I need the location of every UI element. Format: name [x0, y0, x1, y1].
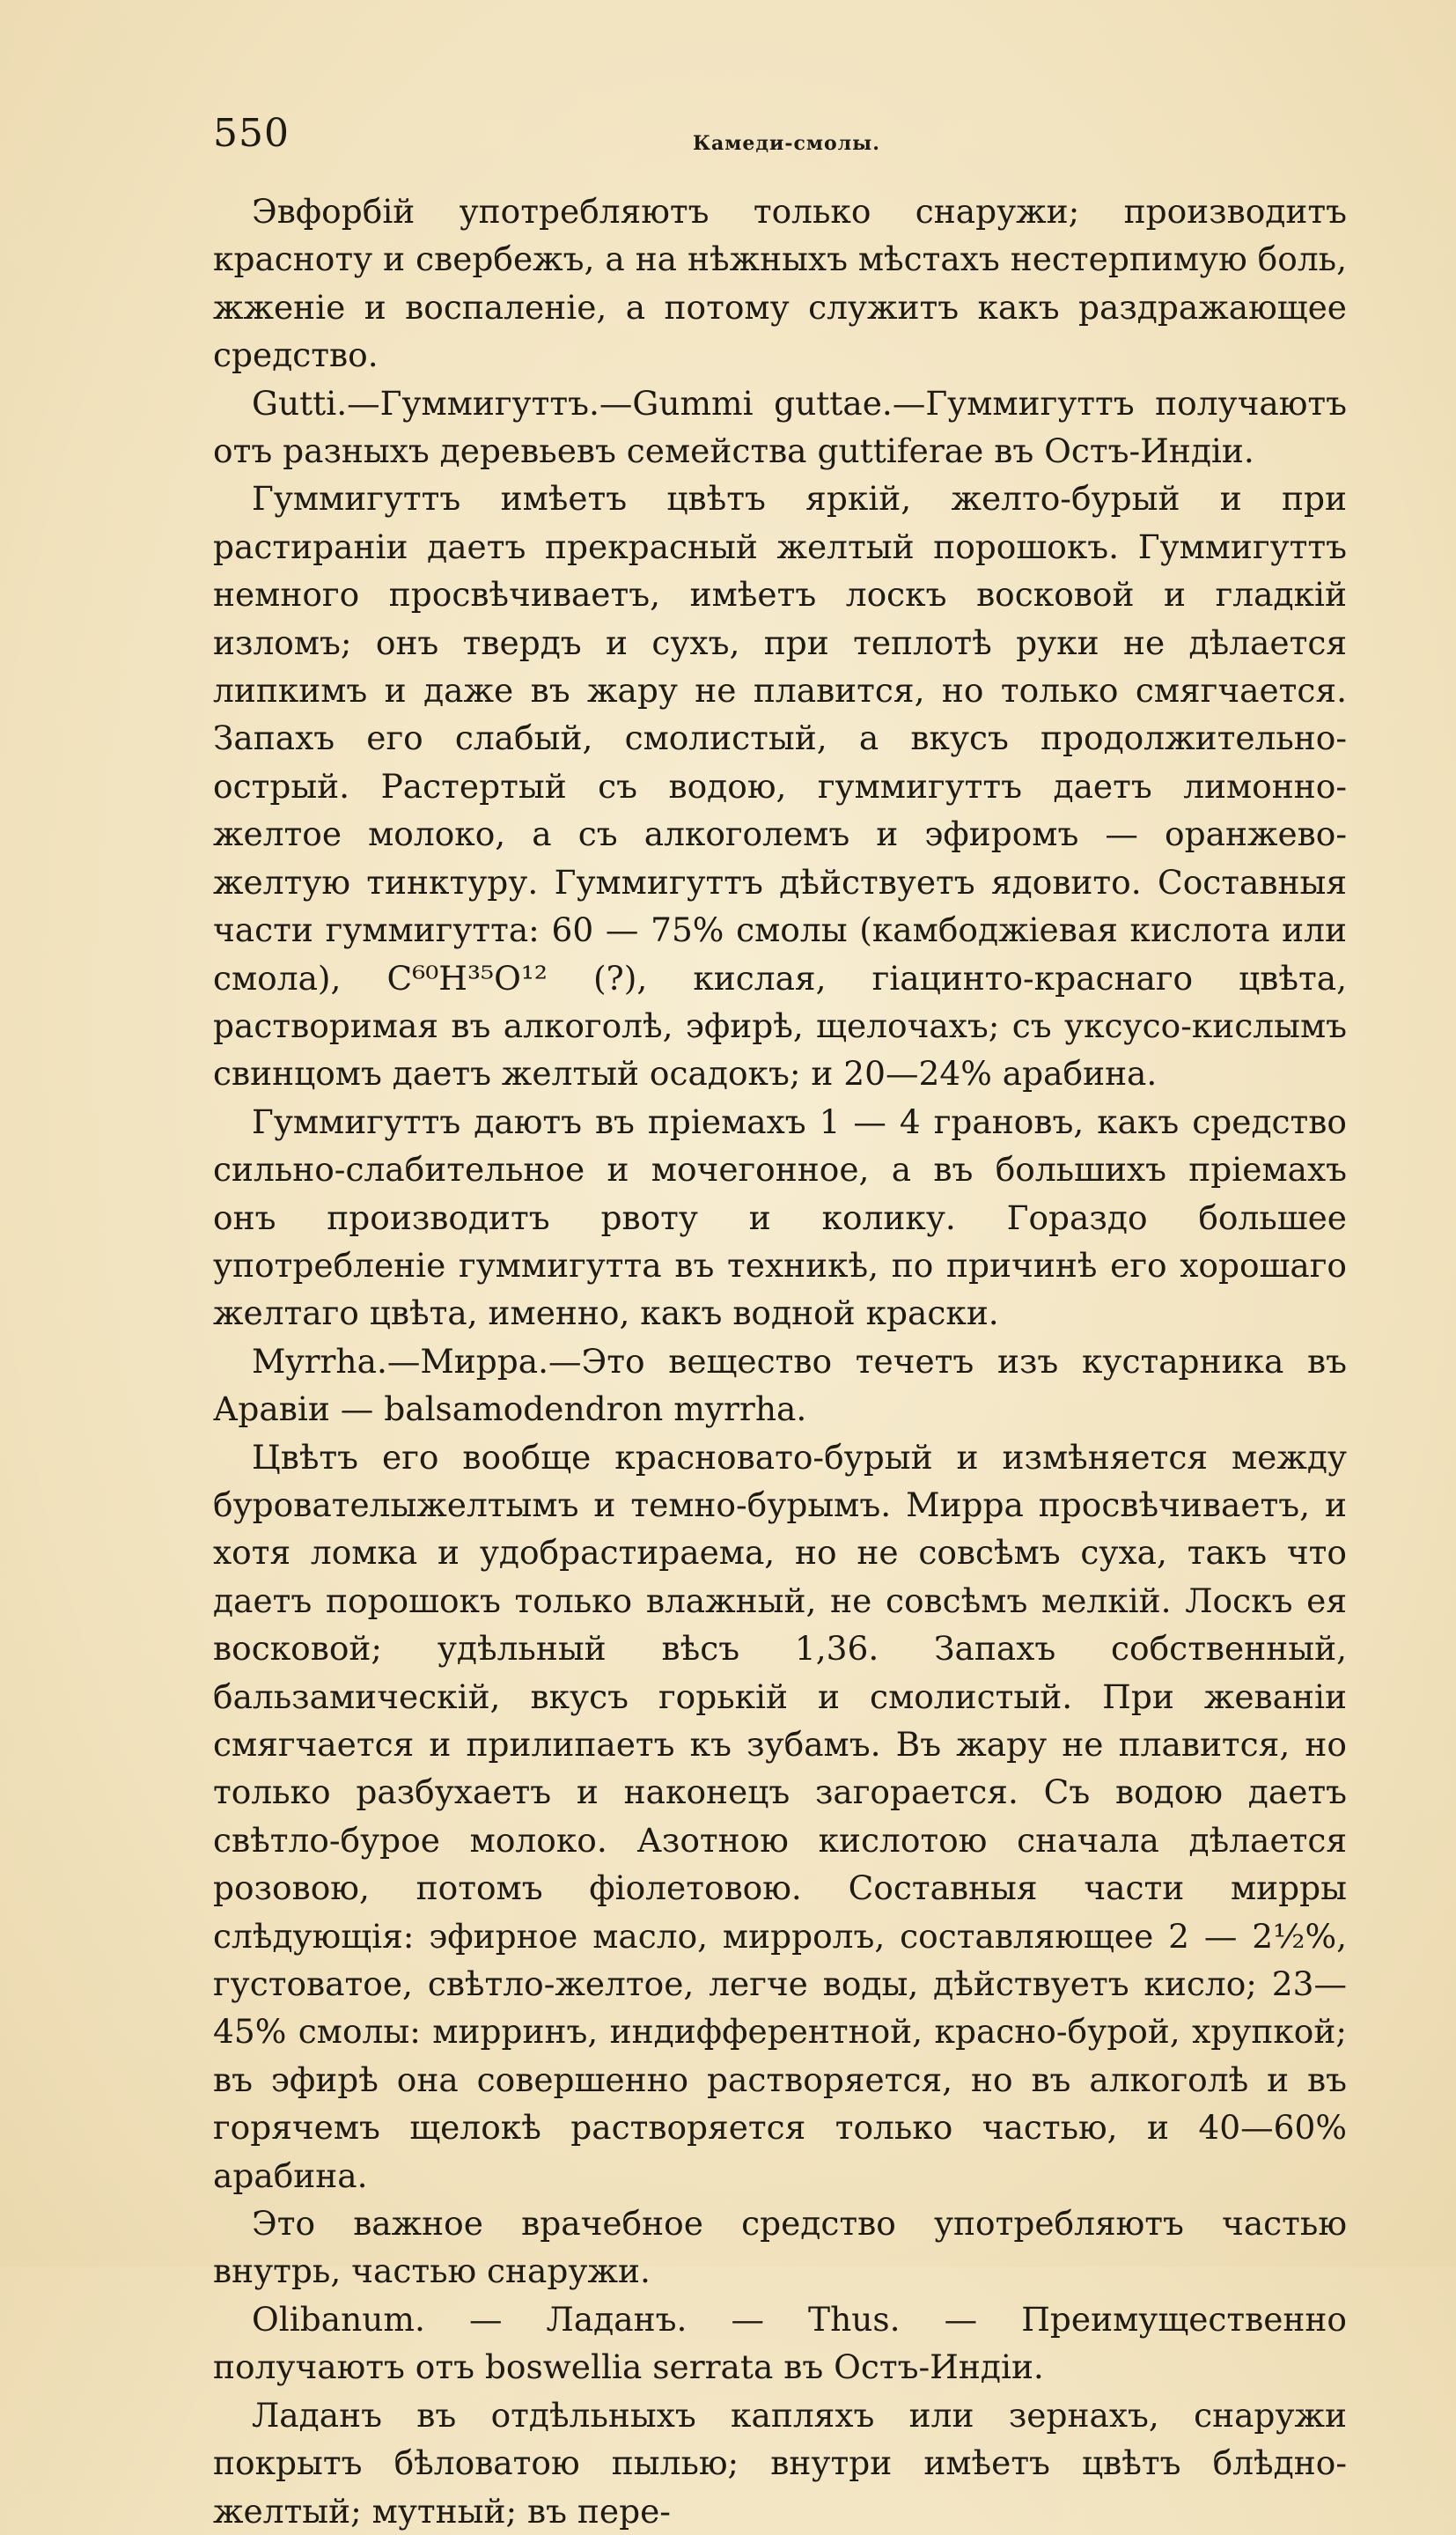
paragraph-gutti-heading: Gutti.—Гуммигуттъ.—Gummi guttae.—Гуммигуттъ получаютъ отъ разныхъ деревьевъ семейства guttiferae въ Остъ-Индіи. [213, 383, 1347, 471]
paragraph-gutti-properties: Гуммигуттъ имѣетъ цвѣтъ яркій, желто-бурый и при растираніи даетъ прекрасный желтый порошокъ. Гуммигуттъ немного просвѣчиваетъ, имѣетъ лоскъ восковой и гладкій изломъ; онъ твердъ и сухъ, при теплотѣ руки не дѣлается липкимъ и даже въ жару не плавится, но только смягчается. Запахъ его слабый, смолистый, а вкусъ продолжительно-острый. Растертый съ водою, гуммигуттъ даетъ лимонно-желтое молоко, а съ алкоголемъ и эфиромъ — оранжево-желтую тинктуру. Гуммигуттъ дѣйствуетъ ядовито. Составныя части гуммигутта: 60 — 75% смолы (камбоджіевая кислота или смола), C⁶⁰H³⁵O¹² (?), кислая, гіацинто-краснаго цвѣта, растворимая въ алкоголѣ, эфирѣ, щелочахъ; съ уксусо-кислымъ свинцомъ даетъ желтый осадокъ; и 20—24% арабина. [213, 479, 1347, 1094]
book-page [213, 104, 1347, 2535]
running-head: Камеди-смолы. [693, 132, 880, 155]
page-number: 550 [213, 111, 290, 156]
page-header [213, 104, 1347, 188]
paragraph-myrrha-heading: Myrrha.—Мирра.—Это вещество течетъ изъ кустарника въ Аравіи — balsamodendron myrrha. [213, 1341, 1347, 1429]
paragraph-myrrha-properties: Цвѣтъ его вообще красновато-бурый и измѣняется между бурователыжелтымъ и темно-бурымъ. Мирра просвѣчиваетъ, и хотя ломка и удобрастираема, но не совсѣмъ суха, такъ что даетъ порошокъ только влажный, не совсѣмъ мелкій. Лоскъ ея восковой; удѣльный вѣсъ 1,36. Запахъ собственный, бальзамическій, вкусъ горькій и смолистый. При жеваніи смягчается и прилипаетъ къ зубамъ. Въ жару не плавится, но только разбухаетъ и наконецъ загорается. Съ водою даетъ свѣтло-бурое молоко. Азотною кислотою сначала дѣлается розовою, потомъ фіолетовою. Составныя части мирры слѣдующія: эфирное масло, мирролъ, составляющее 2 — 2½%, густоватое, свѣтло-желтое, легче воды, дѣйствуетъ кисло; 23—45% смолы: мирринъ, индифферентной, красно-бурой, хрупкой; въ эфирѣ она совершенно растворяется, но въ алкоголѣ и въ горячемъ щелокѣ растворяется только частью, и 40—60% арабина. [213, 1437, 1347, 2195]
paragraph-olibanum-properties: Ладанъ въ отдѣльныхъ капляхъ или зернахъ, снаружи покрытъ бѣловатою пылью; внутри имѣетъ цвѣтъ блѣдно-желтый; мутный; въ пере- [213, 2395, 1347, 2531]
paragraph-euphorbium-use: Эвфорбій употребляютъ только снаружи; производитъ красноту и свербежъ, а на нѣжныхъ мѣстахъ нестерпимую боль, жженіе и воспаленіе, а потому служитъ какъ раздражающее средство. [213, 192, 1347, 375]
paragraph-gutti-dosage: Гуммигуттъ даютъ въ пріемахъ 1 — 4 грановъ, какъ средство сильно-слабительное и мочегонное, а въ большихъ пріемахъ онъ производитъ рвоту и колику. Гораздо большее употребленіе гуммигутта въ техникѣ, по причинѣ его хорошаго желтаго цвѣта, именно, какъ водной краски. [213, 1102, 1347, 1333]
paragraph-olibanum-heading: Olibanum. — Ладанъ. — Thus. — Преимущественно получаютъ отъ boswellia serrata въ Остъ-Индіи. [213, 2299, 1347, 2387]
paragraph-myrrha-use: Это важное врачебное средство употребляютъ частью внутрь, частью снаружи. [213, 2204, 1347, 2291]
